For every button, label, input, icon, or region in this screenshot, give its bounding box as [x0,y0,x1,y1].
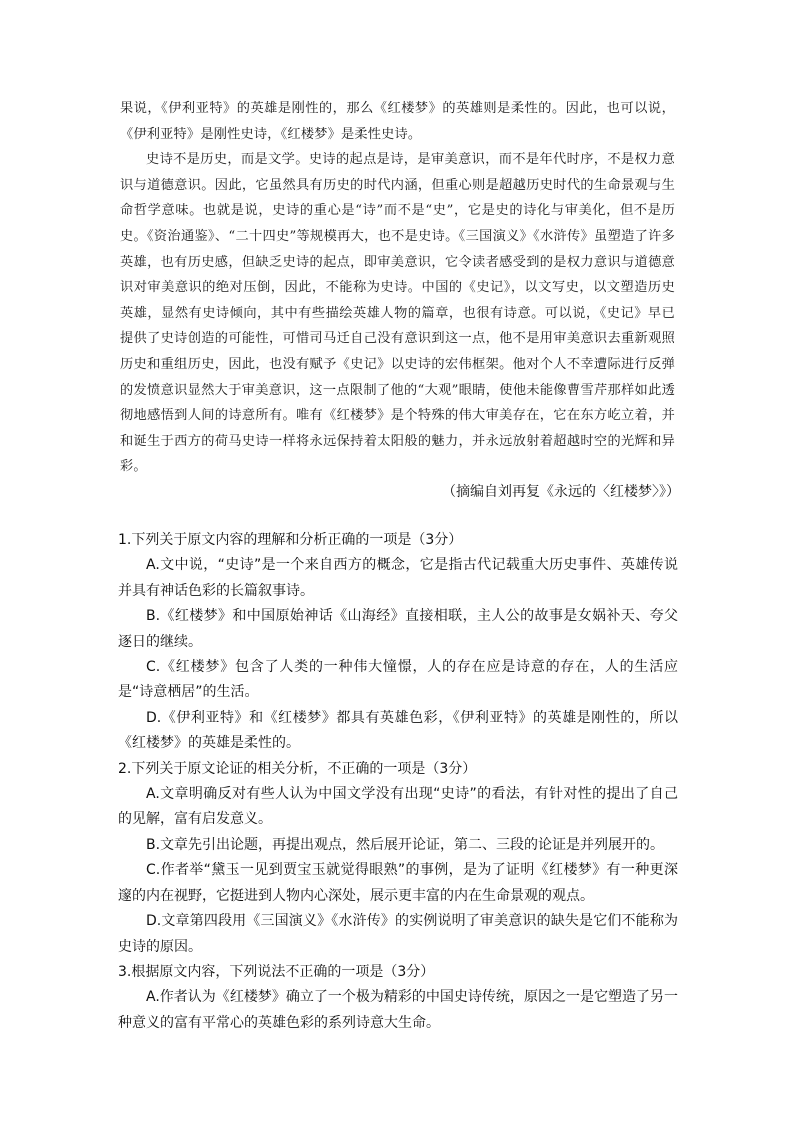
question-stem: 1.下列关于原文内容的理解和分析正确的一项是（3分） [118,532,463,548]
question-list [118,528,678,1036]
question-1 [118,528,678,757]
passage-source: （摘编自刘再复《永远的〈红楼梦〉》） [442,484,680,500]
reading-passage [120,96,675,480]
question-stem: 2.下列关于原文论证的相关分析，不正确的一项是（3分） [118,760,477,777]
question-stem: 3.根据原文内容，下列说法不正确的一项是（3分） [118,963,435,980]
question-option: A.文中说，“史诗”是一个来自西方的概念，它是指古代记载重大历史事件、英雄传说并具有神话色彩的长篇叙事诗。 [118,557,678,599]
question-option: C.《红楼梦》包含了人类的一种伟大憧憬，人的存在应是诗意的存在，人的生活应是“诗意栖居”的生活。 [118,659,678,701]
question-2 [118,757,678,960]
question-option: C.作者举“黛玉一见到贾宝玉就觉得眼熟”的事例，是为了证明《红楼梦》有一种更深邃的内在视野，它挺进到人物内心深处，展示更丰富的内在生命景观的观点。 [118,862,678,904]
question-option: D.《伊利亚特》和《红楼梦》都具有英雄色彩，《伊利亚特》的英雄是刚性的，所以《红楼梦》的英雄是柔性的。 [118,709,678,752]
question-option: B.《红楼梦》和中国原始神话《山海经》直接相联，主人公的故事是女娲补天、夸父逐日的继续。 [118,608,678,650]
passage-paragraph-1: 果说，《伊利亚特》的英雄是刚性的，那么《红楼梦》的英雄则是柔性的。因此，也可以说，《伊利亚特》是刚性史诗，《红楼梦》是柔性史诗。 [120,101,675,142]
question-option: D.文章第四段用《三国演义》《水浒传》的实例说明了审美意识的缺失是它们不能称为史诗的原因。 [118,913,678,955]
question-option: A.作者认为《红楼梦》确立了一个极为精彩的中国史诗传统，原因之一是它塑造了另一种意义的富有平常心的英雄色彩的系列诗意大生命。 [118,989,678,1031]
question-option: B.文章先引出论题，再提出观点，然后展开论证，第二、三段的论证是并列展开的。 [146,836,665,853]
question-3 [118,960,678,1036]
passage-paragraph-2: 史诗不是历史，而是文学。史诗的起点是诗，是审美意识，而不是年代时序，不是权力意识与道德意识。因此，它虽然具有历史的时代内涵，但重心则是超越历史时代的生命景观与生命哲学意味。也就是说，史诗的重心是“诗”而不是“史”，它是史的诗化与审美化，但不是历史。《资治通鉴》、“二十四史”等规模再大，也不是史诗。《三国演义》《水浒传》虽塑造了许多英雄，也有历史感，但缺乏史诗的起点，即审美意识，它令读者感受到的是权力意识与道德意识对审美意识的绝对压倒，因此，不能称为史诗。中国的《史记》，以文写史，以文塑造历史英雄，显然有史诗倾向，其中有些描绘英雄人物的篇章，也很有诗意。可以说，《史记》早已提供了史诗创造的可能性，可惜司马迁自己没有意识到这一点，他不是用审美意识去重新观照历史和重组历史，因此，也没有赋予《史记》以史诗的宏伟框架。他对个人不幸遭际进行反弹的发愤意识显然大于审美意识，这一点限制了他的“大观”眼睛，使他未能像曹雪芹那样如此透彻地感悟到人间的诗意所有。唯有《红楼梦》是个特殊的伟大审美存在，它在东方屹立着，并和诞生于西方的荷马史诗一样将永远保持着太阳般的魅力，并永远放射着超越时空的光辉和异彩。 [120,152,675,475]
question-option: A.文章明确反对有些人认为中国文学没有出现“史诗”的看法，有针对性的提出了自己的见解，富有启发意义。 [118,786,678,828]
